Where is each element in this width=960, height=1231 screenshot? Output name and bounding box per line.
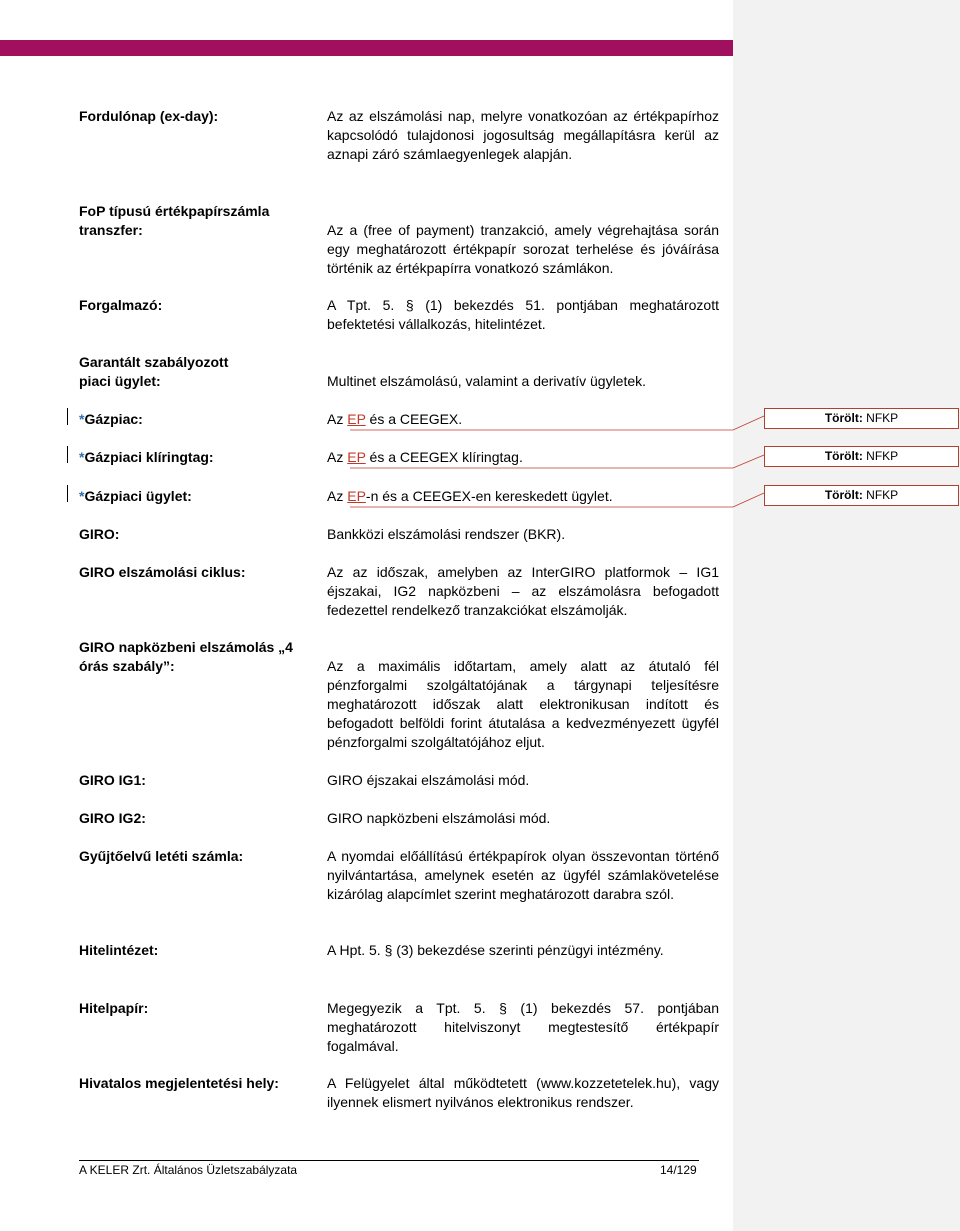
change-bar — [67, 485, 68, 502]
term-hitelpapir: Hitelpapír: — [79, 1000, 149, 1016]
term-gazpiaci-kliringtag: *Gázpiaci klíringtag: — [79, 449, 214, 465]
revision-star: * — [79, 411, 85, 427]
revision-star: * — [79, 449, 85, 465]
term-4-oras-szabaly: GIRO napközbeni elszámolás „4 órás szabály”: — [79, 639, 293, 674]
term-giro-ig2: GIRO IG2: — [79, 810, 146, 826]
def-fop-transzfer: Az a (free of payment) tranzakció, amely végrehajtása során egy meghatározott értékpapír sorozat terhelése és jóváírása történik az értékpapírra vonatkozó számlákon. — [327, 222, 719, 276]
def-gazpiaci-ugylet: Az EP-n és a CEEGEX-en kereskedett ügylet. — [327, 488, 613, 504]
revision-star: * — [79, 488, 85, 504]
def-hivatalos-hely: A Felügyelet által működtetett (www.kozzetetelek.hu), vagy ilyennek elismert nyilvános elektronikus rendszer. — [327, 1075, 719, 1110]
def-hitelpapir: Megegyezik a Tpt. 5. § (1) bekezdés 57. pontjában meghatározott hitelviszonyt megtestesítő értékpapír fogalmával. — [327, 1000, 719, 1054]
change-bar — [67, 446, 68, 463]
term-hitelintezet: Hitelintézet: — [79, 942, 159, 958]
def-hitelintezet: A Hpt. 5. § (3) bekezdése szerinti pénzügyi intézmény. — [327, 942, 664, 958]
inserted-text: EP — [347, 411, 366, 427]
def-garantalt: Multinet elszámolású, valamint a derivatív ügyletek. — [327, 373, 647, 389]
deleted-comment-balloon[interactable]: Törölt: NFKP — [764, 446, 959, 467]
deleted-comment-balloon[interactable]: Törölt: NFKP — [764, 408, 959, 429]
def-gyujtoelvu: A nyomdai előállítású értékpapírok olyan összevontan történő nyilvántartása, amelynek esetén az ügyfél számlakövetelése kizárólag alapcímlet szerint meghatározott darabra szól. — [327, 848, 719, 902]
def-4-oras-szabaly: Az a maximális időtartam, amely alatt az átutaló fél pénzforgalmi szolgáltatójának a tárgynapi teljesítésre meghatározott időszak alatt elektronikusan indított és befogadott belföldi forint átutalása a kedvezményezett ügyfél pénzforgalmi szolgáltatójához eljut. — [327, 658, 719, 750]
footer-rule — [79, 1160, 699, 1161]
inserted-text: EP — [347, 449, 366, 465]
def-gazpiac: Az EP és a CEEGEX. — [327, 411, 463, 427]
def-gazpiaci-kliringtag: Az EP és a CEEGEX klíringtag. — [327, 449, 523, 465]
term-giro: GIRO: — [79, 526, 120, 542]
term-garantalt: Garantált szabályozott piaci ügylet: — [79, 354, 229, 389]
inserted-text: EP — [347, 488, 366, 504]
markup-pane — [733, 0, 960, 1231]
footer-page-number: 14/129 — [660, 1163, 697, 1177]
def-giro-ig1: GIRO éjszakai elszámolási mód. — [327, 772, 530, 788]
def-fordulonap: Az az elszámolási nap, melyre vonatkozóan az értékpapírhoz kapcsolódó tulajdonosi jogosultság megállapításra kerül az aznapi záró számlaegyenlegek alapján. — [327, 108, 719, 162]
term-gyujtoelvu: Gyűjtőelvű letéti számla: — [79, 848, 244, 864]
footer-document-title: A KELER Zrt. Általános Üzletszabályzata — [79, 1163, 298, 1177]
def-giro-ciklus: Az az időszak, amelyben az InterGIRO platformok – IG1 éjszakai, IG2 napközbeni – az elszámolásra befogadott fedezettel rendelkező tranzakciókat elszámolják. — [327, 564, 719, 618]
def-giro-ig2: GIRO napközbeni elszámolási mód. — [327, 810, 551, 826]
term-gazpiac: *Gázpiac: — [79, 411, 143, 427]
term-fop-transzfer: FoP típusú értékpapírszámla transzfer: — [79, 203, 270, 238]
header-color-bar — [0, 40, 733, 56]
term-giro-ciklus: GIRO elszámolási ciklus: — [79, 564, 246, 580]
deleted-comment-balloon[interactable]: Törölt: NFKP — [764, 485, 959, 506]
change-bar — [67, 408, 68, 425]
term-forgalmazo: Forgalmazó: — [79, 297, 163, 313]
term-giro-ig1: GIRO IG1: — [79, 772, 146, 788]
def-giro: Bankközi elszámolási rendszer (BKR). — [327, 526, 566, 542]
def-forgalmazo: A Tpt. 5. § (1) bekezdés 51. pontjában meghatározott befektetési vállalkozás, hitelintézet. — [327, 297, 719, 332]
term-gazpiaci-ugylet: *Gázpiaci ügylet: — [79, 488, 192, 504]
term-fordulonap: Fordulónap (ex-day): — [79, 108, 219, 124]
term-hivatalos-hely: Hivatalos megjelentetési hely: — [79, 1075, 279, 1091]
